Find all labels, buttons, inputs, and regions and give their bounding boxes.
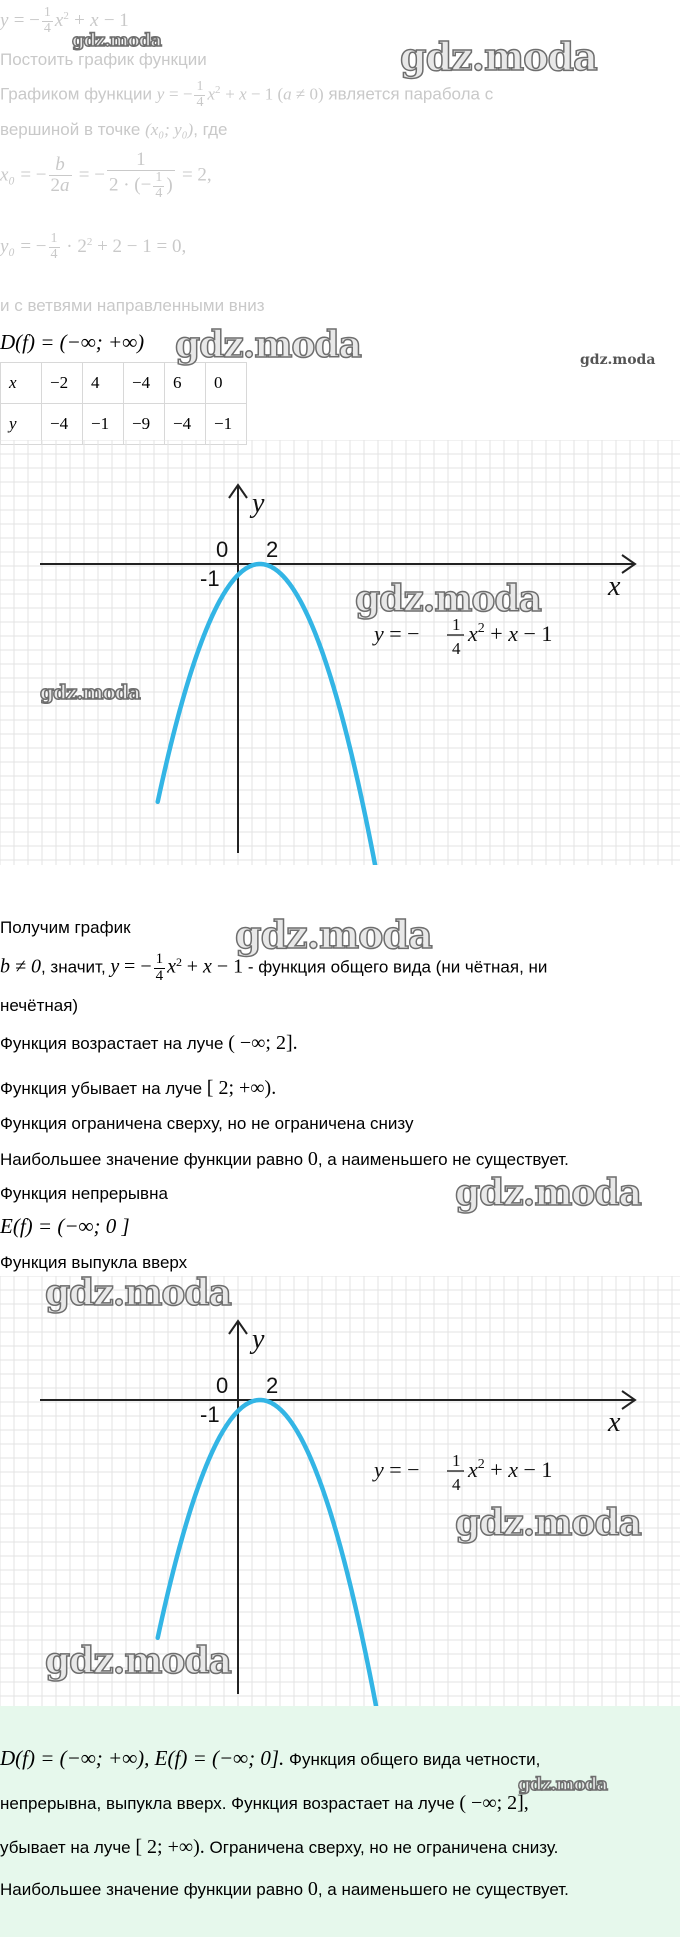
table-cell: 6	[165, 363, 206, 404]
curve-equation-tail: $x^2 + x - 1$	[468, 621, 553, 646]
curve-equation: y = −	[374, 1457, 420, 1482]
y0-formula: y₀ = − $\frac{1}{4}$ · $2^2 + 2 - 1 = 0$,	[0, 231, 187, 262]
vertex-label: 2	[266, 537, 279, 562]
bounded-line: Функция ограничена сверху, но не ограничена снизу	[0, 1114, 414, 1133]
vertex-label: 2	[266, 1373, 279, 1398]
max-line: Наибольшее значение функции равно 0, а наименьшего не существует.	[0, 1148, 569, 1170]
table-cell: −1	[206, 404, 247, 445]
table-cell: −4	[42, 404, 83, 445]
table-row-label: y	[1, 404, 42, 445]
table-row-x	[1, 363, 247, 404]
table-row-label: x	[1, 363, 42, 404]
branches-line: и с ветвями направленными вниз	[0, 296, 265, 315]
intercept-label: -1	[200, 566, 220, 591]
svg-text:1: 1	[452, 615, 461, 634]
intercept-label: -1	[200, 1402, 220, 1427]
y-axis-label: y	[252, 1324, 265, 1355]
x0-formula: x₀ = − $\frac{b}{2a}$ = − 1 2 · (− $\frac{1}{4}$ ) = 2,	[0, 149, 212, 201]
curve-equation: y = −	[374, 621, 420, 646]
watermark: gdz.moda	[45, 1640, 231, 1682]
table-cell: 4	[83, 363, 124, 404]
continuous-line: Функция непрерывна	[0, 1184, 168, 1203]
watermark: gdz.moda	[580, 352, 656, 368]
watermark: gdz.moda	[40, 680, 140, 704]
table-cell: −4	[124, 363, 165, 404]
svg-text:1: 1	[452, 1451, 461, 1470]
answer-line-3: убывает на луче [ 2; +∞). Ограничена сверху, но не ограничена снизу.	[0, 1836, 559, 1858]
table-cell: 0	[206, 363, 247, 404]
parity-line-2: нечётная)	[0, 996, 79, 1015]
watermark: gdz.moda	[355, 578, 541, 620]
values-table	[0, 362, 247, 445]
watermark: gdz.moda	[235, 912, 432, 957]
watermark: gdz.moda	[518, 1774, 607, 1795]
watermark: gdz.moda	[455, 1172, 641, 1214]
x-axis-label: x	[608, 571, 621, 602]
curve-equation-tail: $x^2 + x - 1$	[468, 1457, 553, 1482]
watermark: gdz.moda	[455, 1502, 641, 1544]
watermark: gdz.moda	[72, 30, 161, 51]
vertex-line: вершиной в точке (x₀; y₀), где	[0, 120, 228, 139]
increase-line: Функция возрастает на луче ( −∞; 2].	[0, 1032, 298, 1054]
answer-line-1: D(f) = (−∞; +∞), E(f) = (−∞; 0]. Функция общего вида четности,	[0, 1746, 541, 1770]
table-cell: −1	[83, 404, 124, 445]
parabola-curve	[158, 564, 378, 865]
function-title: y = − $\frac{1}{4}$ $x^2 + x - 1$	[0, 5, 129, 36]
table-cell: −9	[124, 404, 165, 445]
convex-line: Функция выпукла вверх	[0, 1253, 188, 1272]
table-cell: −4	[165, 404, 206, 445]
answer-line-2: непрерывна, выпукла вверх. Функция возрастает на луче ( −∞; 2],	[0, 1792, 529, 1814]
parity-line: b ≠ 0, значит, y = − $\frac{1}{4}$ $x^2 + x - 1$ - функция общего вида (ни чётная, ни	[0, 951, 548, 984]
domain-line: D(f) = (−∞; +∞)	[0, 330, 145, 354]
watermark: gdz.moda	[175, 324, 361, 366]
parabola-graph	[0, 440, 680, 865]
watermark: gdz.moda	[45, 1272, 231, 1314]
svg-text:4: 4	[452, 1475, 461, 1494]
svg-text:4: 4	[452, 639, 461, 658]
description-line: Графиком функции y = − $\frac{1}{4}$ $x^2 + x - 1$ (a ≠ 0) является парабола с	[0, 79, 494, 110]
x-axis-label: x	[608, 1407, 621, 1438]
grid	[0, 440, 680, 865]
origin-label: 0	[216, 1373, 229, 1398]
answer-box	[0, 1706, 680, 1937]
origin-label: 0	[216, 537, 229, 562]
answer-line-4: Наибольшее значение функции равно 0, а наименьшего не существует.	[0, 1878, 569, 1900]
table-cell: −2	[42, 363, 83, 404]
table-row-y	[1, 404, 247, 445]
range-line: E(f) = (−∞; 0 ]	[0, 1214, 130, 1238]
watermark: gdz.moda	[400, 34, 597, 79]
decrease-line: Функция убывает на луче [ 2; +∞).	[0, 1077, 277, 1099]
y-axis-label: y	[252, 488, 265, 519]
build-title: Постоить график функции	[0, 50, 207, 69]
get-graph-text: Получим график	[0, 918, 131, 937]
